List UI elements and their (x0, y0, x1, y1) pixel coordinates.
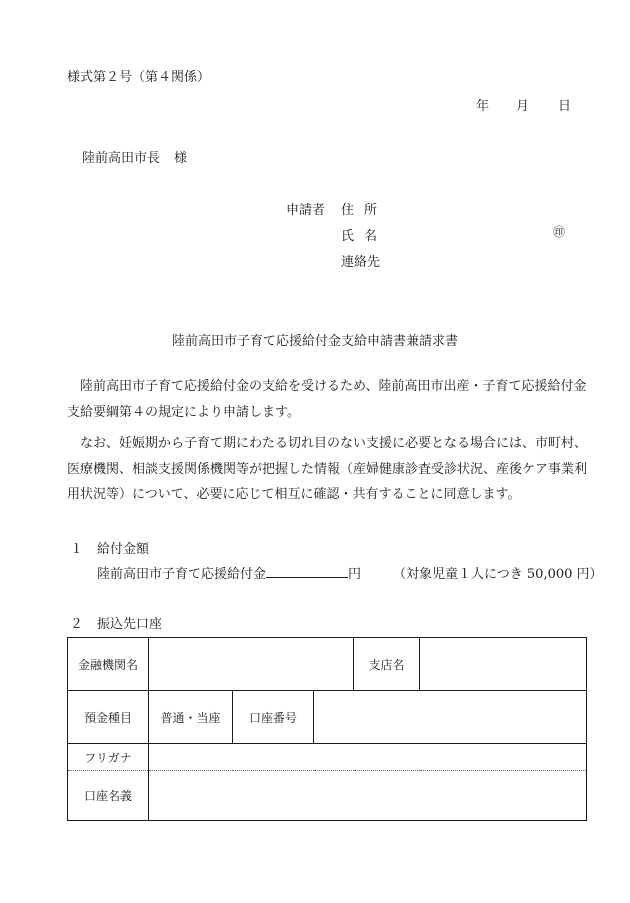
amount-unit: 円 (348, 567, 362, 582)
consent-paragraph: なお、妊娠期から子育て期にわたる切れ目のない支援に必要となる場合には、市町村、医療機関、相談支援関係機関等が把握した情報（産婦健康診査受診状況、産後ケア事業利用状況等）について、必要に応じて相互に確認・共有することに同意します。 (67, 436, 588, 502)
account-number-field[interactable] (314, 691, 587, 744)
date-year-label: 年 (476, 99, 490, 114)
addressee (82, 147, 187, 166)
benefit-amount-line (97, 563, 603, 582)
section-2-title: 振込先口座 (97, 617, 163, 632)
applicant-contact-label: 連絡先 (341, 255, 381, 270)
bank-account-table (67, 637, 587, 821)
addressee-name: 陸前高田市長 (82, 151, 161, 166)
branch-name-label: 支店名 (354, 638, 420, 691)
date-day-label: 日 (558, 99, 572, 114)
furigana-label: フリガナ (68, 744, 149, 771)
applicant-address-label: 住所 (341, 203, 388, 218)
date-month-label: 月 (516, 99, 530, 114)
deposit-type-label: 預金種目 (68, 691, 149, 744)
section-1-title: 給付金額 (97, 542, 150, 557)
bank-name-label: 金融機関名 (68, 638, 149, 691)
branch-name-field[interactable] (420, 638, 587, 691)
form-number: 様式第２号（第４関係） (67, 70, 211, 85)
deposit-type-options[interactable]: 普通・当座 (149, 691, 233, 744)
amount-blank-field[interactable] (266, 564, 348, 578)
seal-mark: ㊞ (553, 225, 566, 239)
amount-label: 陸前高田市子育て応援給付金 (97, 567, 267, 582)
application-paragraph: 陸前高田市子育て応援給付金の支給を受けるため、陸前高田市出産・子育て応援給付金支給要綱第４の規定により申請します。 (67, 379, 587, 420)
applicant-name-label: 氏名 (341, 229, 388, 244)
account-holder-field[interactable] (149, 771, 587, 821)
document-title: 陸前高田市子育て応援給付金支給申請書兼請求書 (171, 334, 458, 349)
section-1-number: １ (70, 542, 84, 557)
applicant-label: 申請者 (286, 203, 326, 218)
furigana-field[interactable] (149, 744, 587, 771)
account-number-label: 口座番号 (233, 691, 314, 744)
addressee-honorific: 様 (174, 151, 188, 166)
bank-name-field[interactable] (149, 638, 354, 691)
section-2-number: ２ (70, 617, 84, 632)
amount-note: （対象児童１人につき 50,000 円） (393, 567, 603, 582)
account-holder-label: 口座名義 (68, 771, 149, 821)
